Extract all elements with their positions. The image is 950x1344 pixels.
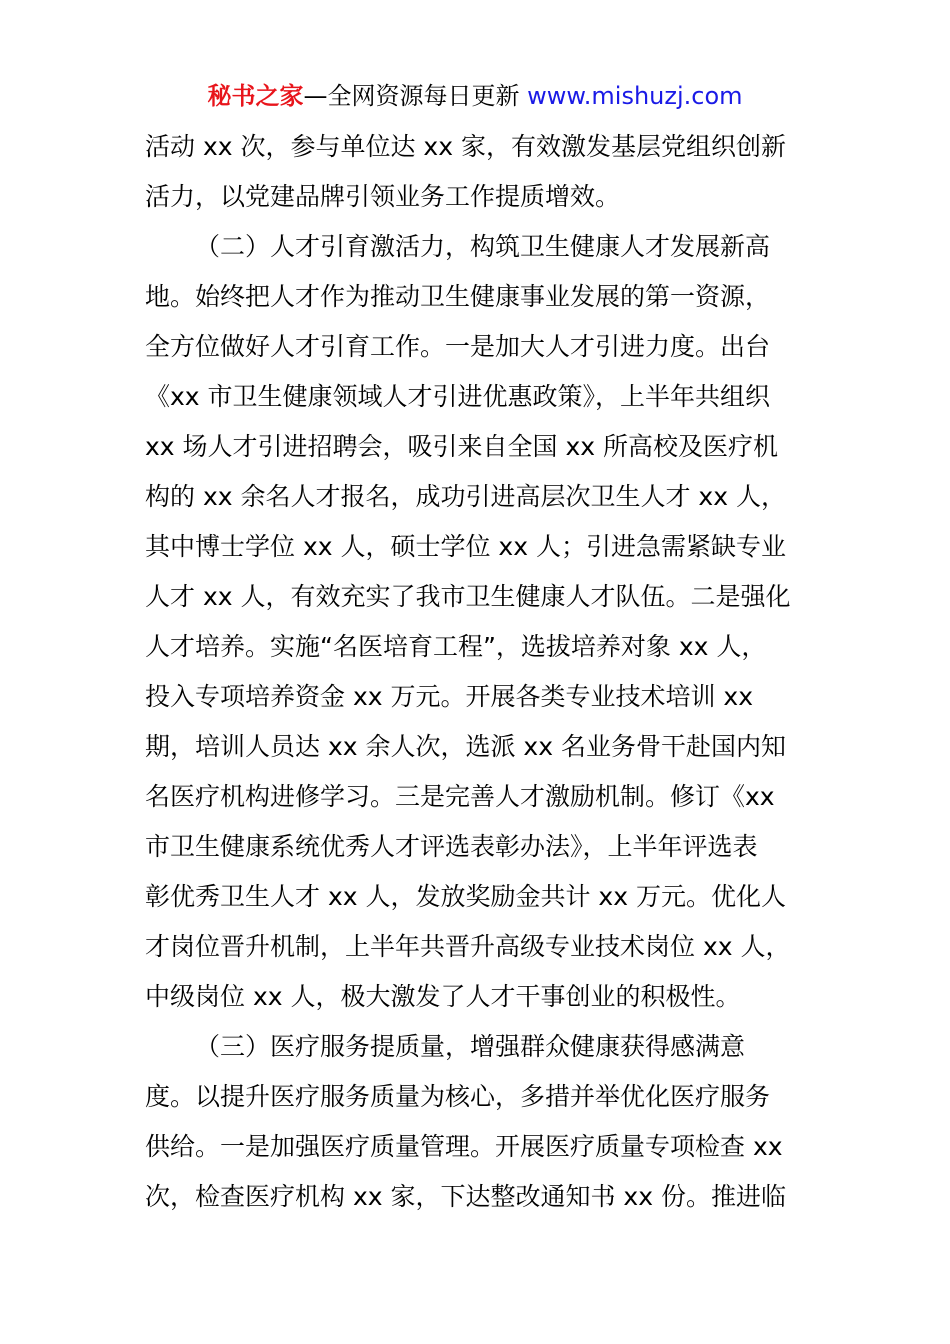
text-line: 《xx 市卫生健康领域人才引进优惠政策》，上半年共组织	[145, 382, 771, 411]
text-line: 其中博士学位 xx 人，硕士学位 xx 人；引进急需紧缺专业	[145, 532, 786, 561]
text-line: 彰优秀卫生人才 xx 人，发放奖励金共计 xx 万元。优化人	[145, 882, 786, 911]
text-line: 度。以提升医疗服务质量为核心，多措并举优化医疗服务	[145, 1082, 771, 1111]
site-url-link[interactable]: www.mishuzj.com	[527, 82, 743, 110]
text-line: 人才培养。实施“名医培育工程”，选拔培养对象 xx 人，	[145, 632, 767, 661]
text-line: 活力，以党建品牌引领业务工作提质增效。	[145, 182, 621, 211]
text-line: 才岗位晋升机制，上半年共晋升高级专业技术岗位 xx 人，	[145, 932, 791, 961]
text-line: 期，培训人员达 xx 余人次，选派 xx 名业务骨干赴国内知	[145, 732, 786, 761]
text-line: 次，检查医疗机构 xx 家，下达整改通知书 xx 份。推进临	[145, 1182, 786, 1211]
text-line: xx 场人才引进招聘会，吸引来自全国 xx 所高校及医疗机	[145, 432, 779, 461]
site-header	[0, 78, 950, 114]
section-heading-line: （三）医疗服务提质量，增强群众健康获得感满意	[195, 1032, 746, 1061]
text-line: 市卫生健康系统优秀人才评选表彰办法》，上半年评选表	[145, 832, 758, 861]
text-line: 活动 xx 次，参与单位达 xx 家，有效激发基层党组织创新	[145, 132, 786, 161]
site-brand: 秘书之家	[207, 82, 304, 110]
text-line: 名医疗机构进修学习。三是完善人才激励机制。修订《xx	[145, 782, 775, 811]
text-line: 中级岗位 xx 人，极大激发了人才干事创业的积极性。	[145, 982, 741, 1011]
section-heading-line: （二）人才引育激活力，构筑卫生健康人才发展新高	[195, 232, 771, 261]
text-line: 供给。一是加强医疗质量管理。开展医疗质量专项检查 xx	[145, 1132, 783, 1161]
text-line: 全方位做好人才引育工作。一是加大人才引进力度。出台	[145, 332, 771, 361]
text-line: 地。始终把人才作为推动卫生健康事业发展的第一资源，	[145, 282, 771, 311]
text-line: 投入专项培养资金 xx 万元。开展各类专业技术培训 xx	[145, 682, 754, 711]
text-line: 人才 xx 人，有效充实了我市卫生健康人才队伍。二是强化	[145, 582, 791, 611]
site-tagline: —全网资源每日更新	[303, 82, 520, 110]
text-line: 构的 xx 余名人才报名，成功引进高层次卫生人才 xx 人，	[145, 482, 786, 511]
